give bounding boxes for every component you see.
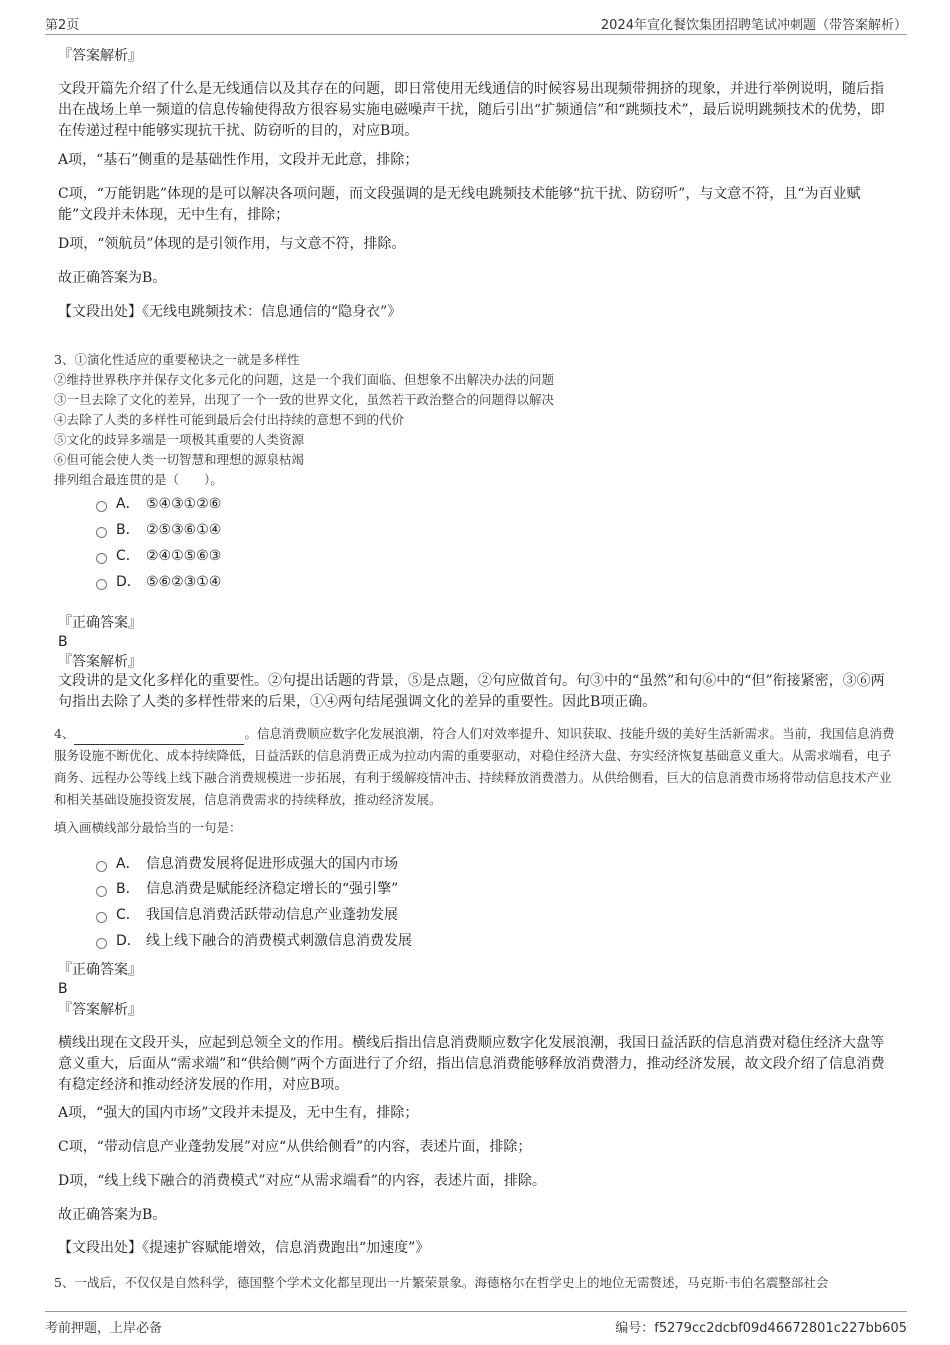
q2-analysis-label: 『答案解析』	[58, 48, 142, 64]
q4-option-c[interactable]: C． 我国信息消费活跃带动信息产业蓬勃发展	[96, 905, 398, 925]
q4-option-d-analysis: D项，“线上线下融合的消费模式”对应“从需求端看”的内容，表述片面，排除。	[58, 1173, 546, 1189]
q4-source: 【文段出处】《提速扩容赋能增效，信息消费跑出“加速度”》	[58, 1240, 430, 1256]
q2-option-d-analysis: D项，“领航员”体现的是引领作用，与文意不符，排除。	[58, 236, 406, 252]
q4-answer: 故正确答案为B。	[58, 1207, 167, 1223]
radio-icon[interactable]	[96, 527, 107, 538]
radio-icon[interactable]	[96, 938, 107, 949]
page-header	[45, 14, 907, 35]
q4-option-c-analysis: C项，“带动信息产业蓬勃发展”对应“从供给侧看”的内容，表述片面，排除；	[58, 1139, 532, 1155]
radio-icon[interactable]	[96, 886, 107, 897]
q4-prompt: 填入画横线部分最恰当的一句是：	[54, 820, 242, 835]
q4-option-a[interactable]: A． 信息消费发展将促进形成强大的国内市场	[96, 854, 398, 874]
q3-analysis: 文段讲的是文化多样化的重要性。②句提出话题的背景，⑤是点题，②句应做首句。句③中的“虽然”和句⑥中的“但”衔接紧密，③⑥两句指出去除了人类的多样性带来的后果，①④两句结尾强调文化的差异的重要性。因此B项正确。	[58, 673, 885, 710]
q3-correct-label: 『正确答案』	[58, 615, 142, 631]
document-id: 编号：f5279cc2dcbf09d46672801c227bb605	[615, 1321, 907, 1336]
q3-option-d[interactable]: D． ⑤⑥②③①④	[96, 572, 221, 592]
q3-analysis-label: 『答案解析』	[58, 654, 142, 670]
radio-icon[interactable]	[96, 861, 107, 872]
radio-icon[interactable]	[96, 912, 107, 923]
page-footer	[45, 1311, 907, 1334]
q4-analysis-paragraph: 横线出现在文段开头，应起到总领全文的作用。横线后指出信息消费顺应数字化发展浪潮，我国日益活跃的信息消费对稳住经济大盘等意义重大，后面从“需求端”和“供给侧”两个方面进行了介绍，指出信息消费能够释放消费潜力，推动经济发展，故文段介绍了信息消费有稳定经济和推动经济发展的作用，对应B项。	[58, 1035, 885, 1093]
q2-analysis-paragraph: 文段开篇先介绍了什么是无线通信以及其存在的问题，即日常使用无线通信的时候容易出现频带拥挤的现象，并进行举例说明，随后指出在战场上单一频道的信息传输使得敌方很容易实施电磁噪声干扰，随后引出“扩频通信”和“跳频技术”，最后说明跳频技术的优势，即在传递过程中能够实现抗干扰、防窃听的目的，对应B项。	[58, 81, 885, 139]
q3-option-a[interactable]: A． ⑤④③①②⑥	[96, 494, 221, 514]
q5-stem: 5、一战后，不仅仅是自然科学，德国整个学术文化都呈现出一片繁荣景象。海德格尔在哲学史上的地位无需赘述，马克斯·韦伯名震整部社会	[54, 1275, 829, 1290]
q4-stem: 4、 。信息消费顺应数字化发展浪潮，符合人们对效率提升、知识获取、技能升级的美好生活新需求。当前，我国信息消费服务设施不断优化、成本持续降低，日益活跃的信息消费正成为拉动内需的重要驱动，对稳住经济大盘、夯实经济恢复基础意义重大。从需求端看，电子商务、远程办公等线上线下融合消费规模进一步拓展，有利于缓解疫情冲击、持续释放消费潜力。从供给侧看，巨大的信息消费市场将带动信息技术产业和相关基础设施投资发展，信息消费需求的持续释放，推动经济发展。	[54, 726, 895, 807]
q4-option-b[interactable]: B． 信息消费是赋能经济稳定增长的“强引擎”	[96, 879, 398, 899]
fill-blank[interactable]	[74, 730, 244, 745]
page-number: 第2页	[45, 18, 80, 33]
q2-option-c-analysis: C项，“万能钥匙”体现的是可以解决各项问题，而文段强调的是无线电跳频技术能够“抗干扰、防窃听”，与文意不符，且“为百业赋能”文段并未体现，无中生有，排除；	[58, 186, 861, 223]
footer-slogan: 考前押题，上岸必备	[45, 1321, 163, 1336]
q4-correct-label: 『正确答案』	[58, 962, 142, 978]
q2-option-a-analysis: A项，“基石”侧重的是基础性作用，文段并无此意，排除；	[58, 152, 419, 168]
q2-answer: 故正确答案为B。	[58, 270, 167, 286]
radio-icon[interactable]	[96, 579, 107, 590]
radio-icon[interactable]	[96, 553, 107, 564]
q3-stem: 3、①演化性适应的重要秘诀之一就是多样性 ②维持世界秩序并保存文化多元化的问题，这是一个我们面临、但想象不出解决办法的问题 ③一旦去除了文化的差异，出现了一个一致的世界文化，虽然若干政治整合的问题得以解决 ④去除了人类的多样性可能到最后会付出持续的意想不到的代价 ⑤文化的歧异多端是一项极其重要的人类资源 ⑥但可能会使人类一切智慧和理想的源泉枯竭 排列组合最连贯的是（ ）。	[54, 352, 555, 487]
q4-option-d[interactable]: D． 线上线下融合的消费模式刺激信息消费发展	[96, 931, 412, 951]
q4-option-a-analysis: A项，“强大的国内市场”文段并未提及，无中生有，排除；	[58, 1105, 419, 1121]
q3-correct-answer: B	[58, 634, 68, 650]
document-title: 2024年宣化餐饮集团招聘笔试冲刺题（带答案解析）	[600, 18, 907, 33]
q3-option-c[interactable]: C． ②④①⑤⑥③	[96, 546, 221, 566]
radio-icon[interactable]	[96, 501, 107, 512]
q2-source: 【文段出处】《无线电跳频技术：信息通信的“隐身衣”》	[58, 304, 402, 320]
q3-option-b[interactable]: B． ②⑤③⑥①④	[96, 520, 221, 540]
q4-analysis-label: 『答案解析』	[58, 1002, 142, 1018]
q4-correct-answer: B	[58, 981, 68, 997]
